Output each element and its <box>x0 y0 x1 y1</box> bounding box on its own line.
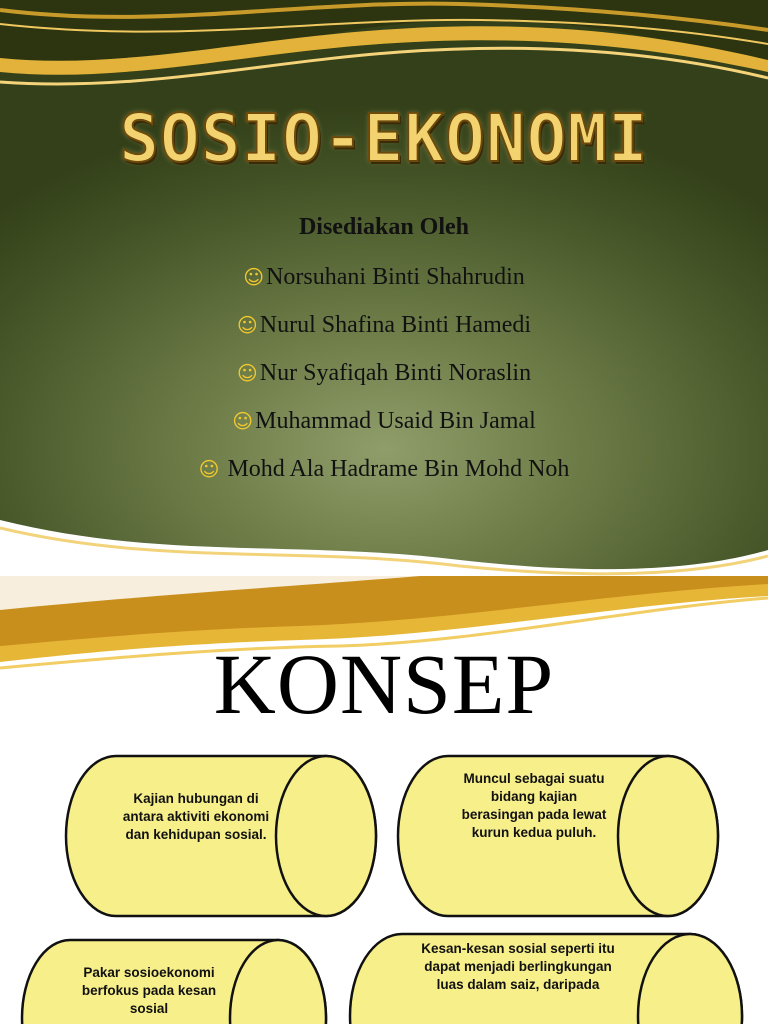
slide-title: SOSIO-EKONOMI <box>119 100 649 177</box>
cylinder-text: Kesan-kesan sosial seperti itu dapat menjadi berlingkungan luas dalam saiz, daripada <box>421 941 615 992</box>
cylinder-text: Muncul sebagai suatu bidang kajian berasingan pada lewat kurun kedua puluh. <box>461 771 607 840</box>
concept-cylinder <box>396 754 722 918</box>
smiley-icon: ☺ <box>198 457 220 481</box>
member-name: Muhammad Usaid Bin Jamal <box>255 408 536 434</box>
smiley-icon: ☺ <box>232 409 254 433</box>
smiley-icon: ☺ <box>236 313 258 337</box>
member-item <box>0 360 768 387</box>
prepared-by-label: Disediakan Oleh <box>298 214 470 240</box>
member-name: Nurul Shafina Binti Hamedi <box>259 312 532 338</box>
member-item <box>0 456 768 483</box>
concept-cylinder <box>64 754 380 918</box>
concept-cylinder <box>20 938 330 1024</box>
member-name: Norsuhani Binti Shahrudin <box>266 264 525 290</box>
cylinder-text: Pakar sosioekonomi berfokus pada kesan sosial <box>81 965 217 1016</box>
concept-cylinder <box>346 932 746 1024</box>
smiley-icon: ☺ <box>243 265 265 289</box>
member-item <box>0 408 768 435</box>
member-name: Nur Syafiqah Binti Noraslin <box>259 360 532 386</box>
concept-slide <box>0 576 768 1024</box>
slide-title: KONSEP <box>213 636 555 732</box>
member-item <box>0 264 768 291</box>
member-item <box>0 312 768 339</box>
cylinder-text: Kajian hubungan di antara aktiviti ekonomi dan kehidupan sosial. <box>122 791 270 842</box>
smiley-icon: ☺ <box>236 361 258 385</box>
member-name: Mohd Ala Hadrame Bin Mohd Noh <box>221 456 570 482</box>
